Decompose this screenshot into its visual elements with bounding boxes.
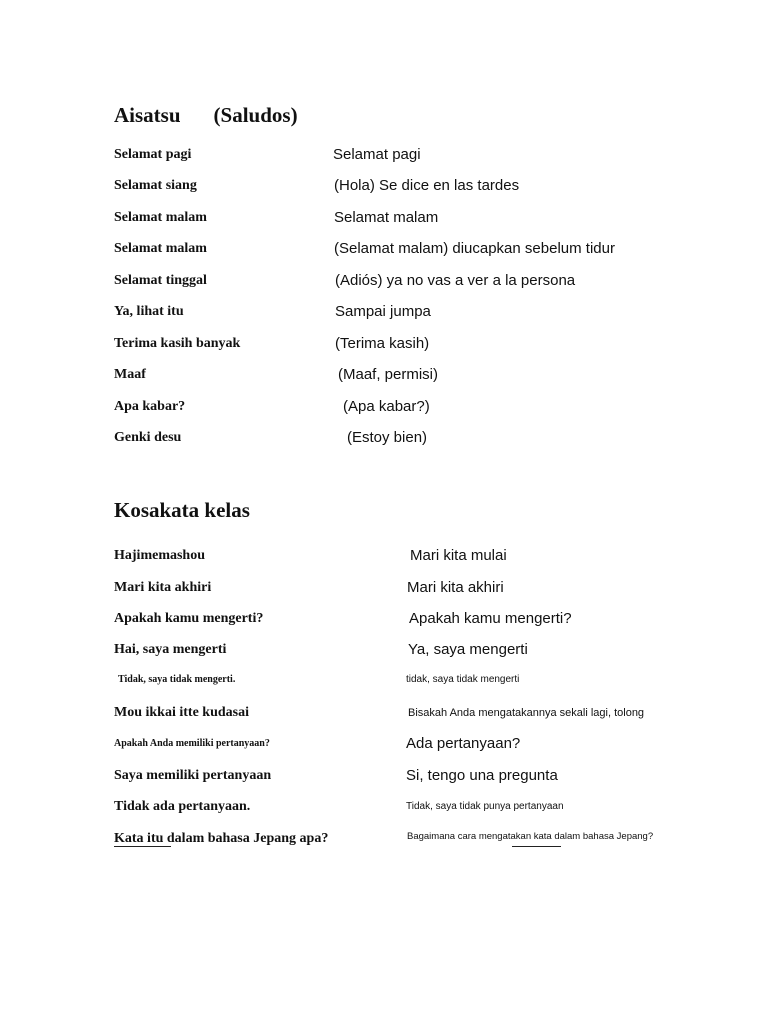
title-saludos: (Saludos) bbox=[213, 103, 298, 127]
greeting-row bbox=[0, 302, 768, 322]
greeting-meaning: Sampai jumpa bbox=[335, 303, 431, 320]
vocab-term: Apakah kamu mengerti? bbox=[114, 611, 264, 626]
vocab-term: Hai, saya mengerti bbox=[114, 642, 227, 657]
greeting-term: Selamat pagi bbox=[114, 147, 192, 162]
greeting-term: Genki desu bbox=[114, 430, 182, 445]
vocab-term: Hajimemashou bbox=[114, 548, 205, 563]
vocab-term: Kata itu dalam bahasa Jepang apa? bbox=[114, 831, 329, 846]
vocab-row bbox=[0, 640, 768, 660]
vocab-term: Apakah Anda memiliki pertanyaan? bbox=[114, 738, 270, 749]
vocab-row bbox=[0, 609, 768, 629]
vocab-row bbox=[0, 734, 768, 754]
vocab-row bbox=[0, 766, 768, 786]
vocab-meaning: Si, tengo una pregunta bbox=[406, 767, 558, 784]
vocab-term: Saya memiliki pertanyaan bbox=[114, 768, 272, 783]
greeting-term: Maaf bbox=[114, 367, 146, 382]
greeting-meaning: (Maaf, permisi) bbox=[338, 366, 439, 383]
vocab-meaning: Mari kita mulai bbox=[410, 547, 507, 564]
greeting-row bbox=[0, 428, 768, 448]
greeting-term: Terima kasih banyak bbox=[114, 336, 241, 351]
vocab-meaning: Ya, saya mengerti bbox=[408, 641, 528, 658]
section-title-greetings bbox=[114, 102, 298, 128]
greeting-row bbox=[0, 397, 768, 417]
greeting-meaning: Selamat malam bbox=[334, 209, 439, 226]
greeting-row bbox=[0, 334, 768, 354]
greeting-term: Ya, lihat itu bbox=[114, 304, 184, 319]
vocab-meaning: tidak, saya tidak mengerti bbox=[406, 674, 520, 685]
section-title-class-vocabulary: Kosakata kelas bbox=[114, 498, 250, 522]
vocab-term: Tidak, saya tidak mengerti. bbox=[118, 674, 236, 685]
vocab-meaning: Mari kita akhiri bbox=[407, 579, 504, 596]
vocab-meaning: Bisakah Anda mengatakannya sekali lagi, tolong bbox=[408, 707, 645, 719]
greeting-term: Selamat tinggal bbox=[114, 273, 207, 288]
greeting-meaning: (Hola) Se dice en las tardes bbox=[334, 177, 520, 194]
vocab-row bbox=[0, 578, 768, 598]
greeting-term: Selamat malam bbox=[114, 210, 207, 225]
vocab-row bbox=[0, 670, 768, 690]
underline-mark bbox=[512, 846, 561, 847]
greeting-row bbox=[0, 145, 768, 165]
vocab-row bbox=[0, 703, 768, 723]
title-aisatsu: Aisatsu bbox=[114, 103, 181, 127]
greeting-meaning: Selamat pagi bbox=[333, 146, 421, 163]
vocab-meaning: Apakah kamu mengerti? bbox=[409, 610, 572, 627]
vocab-term: Mou ikkai itte kudasai bbox=[114, 705, 249, 720]
greeting-meaning: (Selamat malam) diucapkan sebelum tidur bbox=[334, 240, 615, 257]
vocab-row bbox=[0, 797, 768, 817]
vocab-meaning: Tidak, saya tidak punya pertanyaan bbox=[406, 801, 564, 812]
greeting-meaning: (Apa kabar?) bbox=[343, 398, 430, 415]
greeting-meaning: (Terima kasih) bbox=[335, 335, 430, 352]
greeting-row bbox=[0, 239, 768, 259]
greeting-term: Apa kabar? bbox=[114, 399, 186, 414]
vocab-term: Mari kita akhiri bbox=[114, 580, 212, 595]
greeting-row bbox=[0, 271, 768, 291]
underline-mark bbox=[114, 846, 171, 847]
greeting-row bbox=[0, 176, 768, 196]
vocab-meaning: Bagaimana cara mengatakan kata dalam bahasa Jepang? bbox=[407, 831, 654, 842]
greeting-meaning: (Estoy bien) bbox=[347, 429, 428, 446]
greeting-term: Selamat malam bbox=[114, 241, 207, 256]
greeting-meaning: (Adiós) ya no vas a ver a la persona bbox=[335, 272, 576, 289]
vocab-term: Tidak ada pertanyaan. bbox=[114, 799, 251, 814]
greeting-term: Selamat siang bbox=[114, 178, 197, 193]
greeting-row bbox=[0, 208, 768, 228]
vocab-row bbox=[0, 546, 768, 566]
vocab-meaning: Ada pertanyaan? bbox=[406, 735, 521, 752]
greeting-row bbox=[0, 365, 768, 385]
